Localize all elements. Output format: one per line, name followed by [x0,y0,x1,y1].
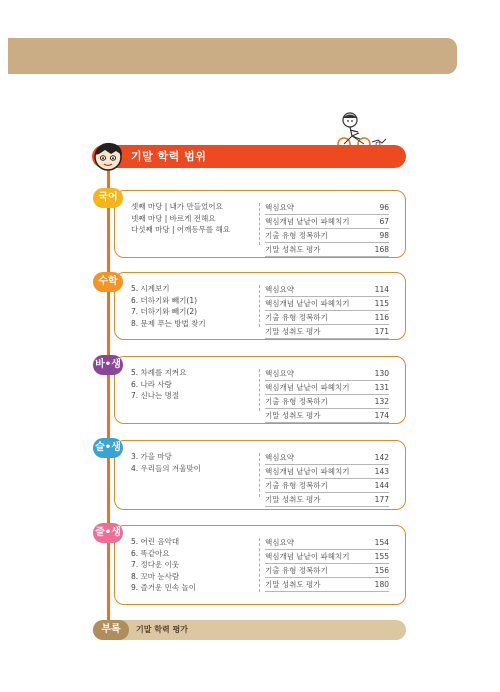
ref-label: 핵심요약 [265,285,294,294]
page-reference-list [265,201,389,257]
list-item: 6. 똑같아요 [131,548,170,558]
list-item [265,297,389,311]
list-item: 8. 문제 푸는 방법 찾기 [131,318,206,328]
list-item [265,465,389,479]
subject-tag-korean: 국어 [93,188,123,208]
list-item: 8. 꼬마 눈사람 [131,571,180,581]
page-reference-list [265,367,389,423]
list-item: 5. 어린 음악대 [131,537,180,546]
list-item: 5. 차례를 지켜요 [131,368,187,377]
ref-label: 핵심요약 [265,453,294,462]
ref-label: 핵심요약 [265,369,294,378]
list-item [265,409,389,423]
page-number: 130 [374,369,389,378]
ref-label: 기출 유형 정복하기 [265,397,328,406]
ref-label: 기말 성취도 평가 [265,245,321,254]
page-number: 156 [374,566,389,575]
list-item: 7. 정다운 이웃 [131,560,180,570]
page-number: 96 [379,203,389,212]
list-item: 셋째 마당 | 내가 만들었어요 [131,202,223,211]
page-reference-list [265,536,389,592]
ref-label: 기출 유형 정복하기 [265,481,328,490]
ref-label: 핵심개념 낱낱이 파헤치기 [265,299,350,308]
list-item [265,215,389,229]
appendix-title: 기말 학력 평가 [136,625,188,634]
divider [259,203,260,245]
page-number: 144 [374,481,389,490]
page-number: 142 [374,453,389,462]
list-item [265,550,389,564]
list-item [265,243,389,257]
page-number: 116 [374,313,389,322]
page-number: 180 [374,580,389,589]
list-item [265,564,389,578]
page-number: 115 [374,299,389,308]
section-box-korean [114,190,406,258]
page-number: 177 [374,495,389,504]
page-reference-list [265,451,389,507]
lesson-list [131,536,196,594]
list-item [265,578,389,592]
student-face-icon [92,140,126,172]
lesson-list [131,283,206,329]
subject-tag-good-life: 바•생 [93,355,123,375]
lesson-list [131,201,230,236]
list-item [265,536,389,550]
ref-label: 기출 유형 정복하기 [265,566,328,575]
ref-label: 기말 성취도 평가 [265,580,321,589]
list-item [265,493,389,507]
ref-label: 핵심개념 낱낱이 파헤치기 [265,383,350,392]
section-box-good-life [114,356,406,424]
appendix-tag: 부록 [93,620,129,640]
page-reference-list [265,283,389,339]
page-number: 132 [374,397,389,406]
page-number: 155 [374,552,389,561]
list-item [265,311,389,325]
ref-label: 핵심개념 낱낱이 파헤치기 [265,217,350,226]
lesson-list [131,451,201,474]
subject-tag-joyful-life: 즐•생 [93,523,123,543]
ref-label: 기말 성취도 평가 [265,495,321,504]
page-number: 98 [379,231,389,240]
list-item: 7. 더하기와 빼기(2) [131,307,198,317]
ref-label: 기말 성취도 평가 [265,411,321,420]
list-item: 6. 나라 사랑 [131,379,172,389]
list-item: 다섯째 마당 | 어깨동무를 해요 [131,225,231,235]
timeline-line [107,160,110,630]
subject-tag-math: 수학 [93,272,123,292]
top-banner [8,38,457,74]
list-item [265,201,389,215]
list-item [265,395,389,409]
ref-label: 핵심요약 [265,538,294,547]
ref-label: 핵심개념 낱낱이 파헤치기 [265,552,350,561]
list-item: 넷째 마당 | 바르게 전해요 [131,213,216,223]
list-item [265,325,389,339]
divider [259,369,260,411]
section-box-wise-life [114,440,406,510]
list-item: 3. 가을 마당 [131,452,172,461]
page-number: 143 [374,467,389,476]
list-item [265,381,389,395]
list-item: 4. 우리들의 겨울맞이 [131,463,201,473]
list-item [265,479,389,493]
divider [259,453,260,497]
list-item: 7. 신나는 명절 [131,391,180,401]
section-box-math [114,272,406,340]
list-item [265,229,389,243]
divider [259,285,260,327]
ref-label: 기출 유형 정복하기 [265,313,328,322]
page-number: 67 [379,217,389,226]
list-item: 5. 시계보기 [131,284,170,293]
page-number: 114 [374,285,389,294]
lesson-list [131,367,186,402]
list-item [265,283,389,297]
ref-label: 핵심개념 낱낱이 파헤치기 [265,467,350,476]
page-title: 기말 학력 범위 [131,150,207,163]
page-number: 131 [374,383,389,392]
subject-tag-wise-life: 슬•생 [93,438,123,458]
page-number: 154 [374,538,389,547]
list-item [265,367,389,381]
ref-label: 핵심요약 [265,203,294,212]
page-number: 174 [374,411,389,420]
ref-label: 기출 유형 정복하기 [265,231,328,240]
page-number: 168 [374,245,389,254]
section-box-joyful-life [114,525,406,605]
divider [259,538,260,592]
list-item: 9. 즐거운 민속 놀이 [131,583,197,593]
ref-label: 기말 성취도 평가 [265,327,321,336]
list-item: 6. 더하기와 빼기(1) [131,295,198,305]
page-number: 171 [374,327,389,336]
list-item [265,451,389,465]
